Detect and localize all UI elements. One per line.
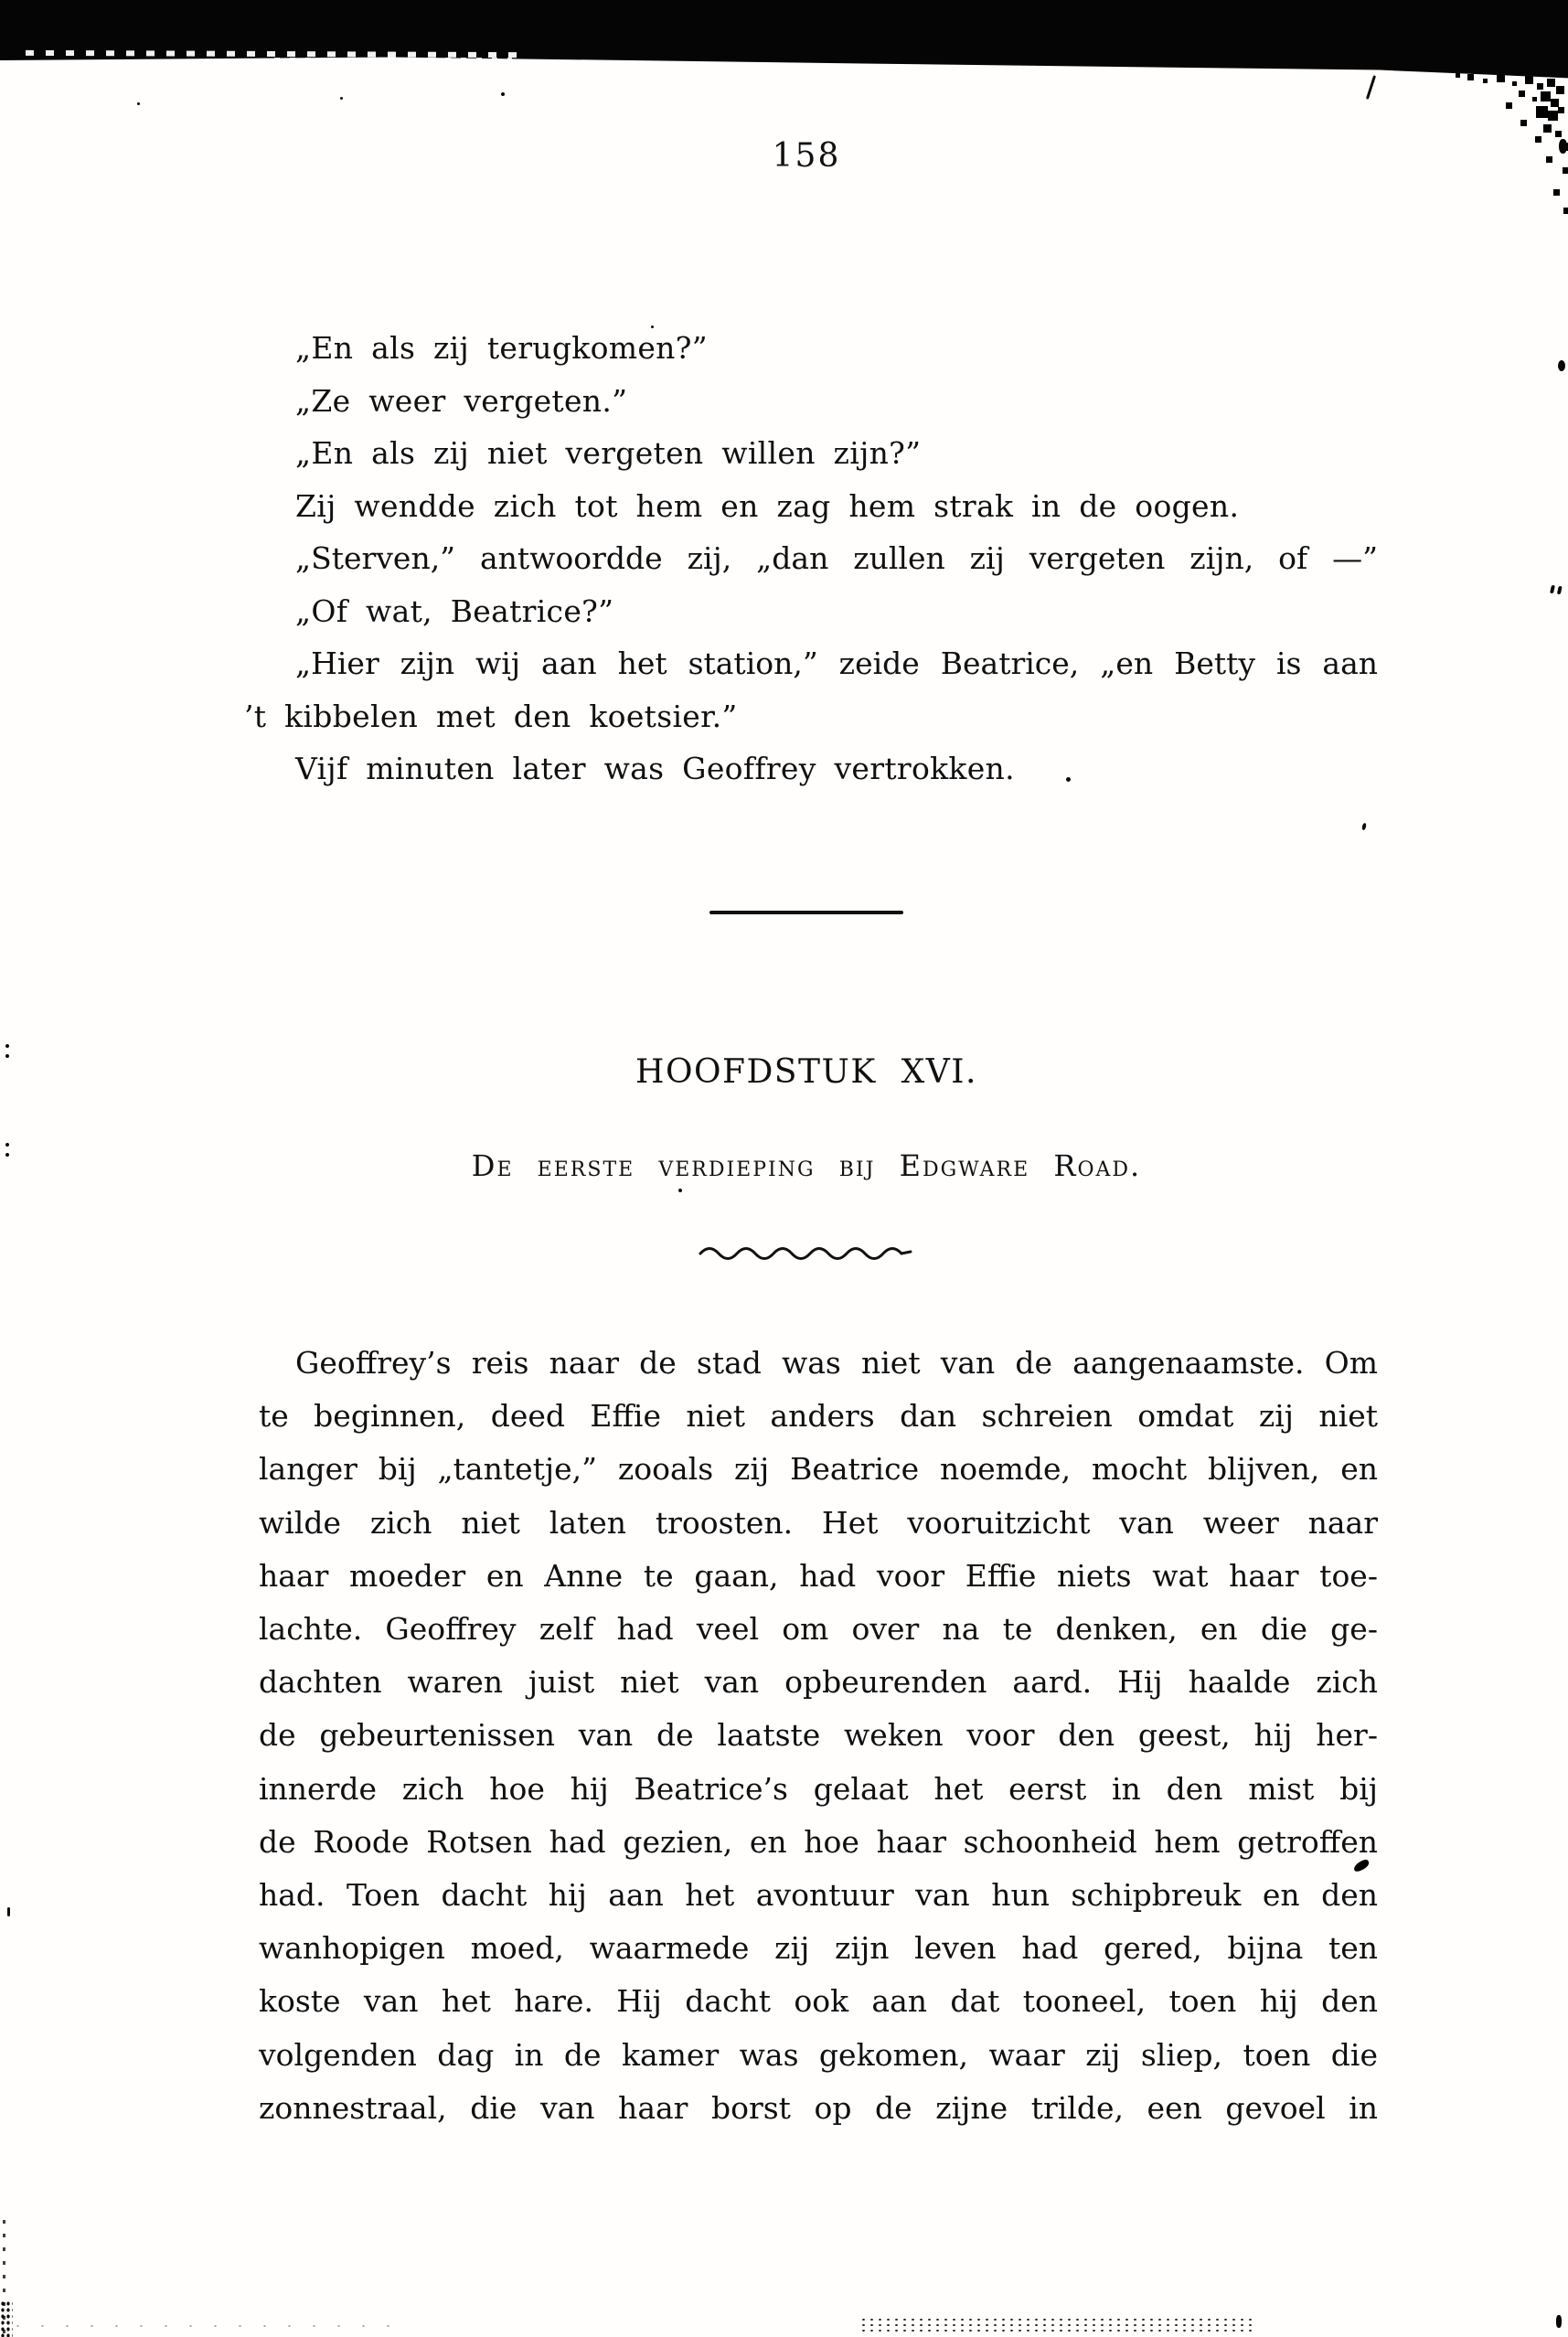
dialogue-line: „En als zij terugkomen?” — [295, 330, 708, 366]
scan-noise-dot — [501, 92, 505, 96]
chapter-heading: HOOFDSTUK XVI. — [635, 1053, 977, 1091]
scan-noise-bottom — [859, 2317, 1253, 2332]
body-line: Geoffrey’s reis naar de stad was niet van de aangenaamste. Om — [295, 1345, 1378, 1381]
scan-noise-mark — [5, 1143, 9, 1147]
scan-noise-blob — [1559, 139, 1567, 154]
dialogue-block — [244, 322, 1378, 795]
body-line: te beginnen, deed Effie niet anders dan schreien omdat zij niet — [259, 1398, 1378, 1435]
body-line: dachten waren juist niet van opbeurenden aard. Hij haalde zich — [259, 1664, 1378, 1701]
scan-noise-top-dashes — [274, 58, 512, 61]
dialogue-line: ’t kibbelen met den koetsier.” — [244, 698, 738, 734]
dialogue-line: „Hier zijn wij aan het station,” zeide Beatrice, „en Betty is aan — [295, 646, 1378, 681]
body-line: de gebeurtenissen van de laatste weken voor den geest, hij her- — [259, 1717, 1378, 1754]
body-line: lachte. Geoffrey zelf had veel om over na te denken, en die ge- — [259, 1611, 1378, 1648]
scan-noise-mark — [1556, 2315, 1562, 2328]
scan-noise-dot — [678, 1189, 682, 1192]
dialogue-line: „En als zij niet vergeten willen zijn?” — [295, 435, 922, 471]
scan-noise-bottom — [5, 2322, 408, 2332]
scan-noise-mark — [5, 1044, 9, 1048]
body-line: had. Toen dacht hij aan het avontuur van hun schipbreuk en den — [259, 1877, 1378, 1914]
wave-divider-ornament — [698, 1240, 913, 1262]
body-line: volgenden dag in de kamer was gekomen, waar zij sliep, toen die — [259, 2036, 1378, 2073]
scan-noise-dot — [340, 97, 343, 100]
scan-noise-corner — [0, 2300, 13, 2337]
body-block — [259, 1337, 1378, 2135]
body-line: zonnestraal, die van haar borst op de zijne trilde, een gevoel in — [259, 2089, 1378, 2126]
dialogue-line: Zij wendde zich tot hem en zag hem strak in de oogen. — [295, 487, 1240, 524]
body-line: innerde zich hoe hij Beatrice’s gelaat het eerst in den mist bij — [259, 1770, 1378, 1807]
body-line: haar moeder en Anne te gaan, had voor Effie niets wat haar toe- — [259, 1557, 1378, 1594]
scan-noise-speckles — [1456, 73, 1460, 78]
body-line: wanhopigen moed, waarmede zij zijn leven had gered, bijna ten — [259, 1930, 1378, 1967]
dialogue-line: „Ze weer vergeten.” — [295, 382, 628, 419]
page-number: 158 — [772, 137, 841, 175]
scan-noise-dot — [137, 102, 140, 105]
scan-noise-blob — [1558, 360, 1565, 371]
section-rule — [709, 911, 903, 914]
scan-noise-dot — [1361, 823, 1367, 831]
scan-noise-mark — [1550, 585, 1555, 593]
body-line: de Roode Rotsen had gezien, en hoe haar schoonheid hem getroffen — [259, 1823, 1378, 1860]
body-line: langer bij „tantetje,” zooals zij Beatrice noemde, mocht blijven, en — [259, 1451, 1378, 1488]
body-line: wilde zich niet laten troosten. Het vooruitzicht van weer naar — [259, 1504, 1378, 1541]
dialogue-line: Vijf minuten later was Geoffrey vertrokken. — [295, 751, 1015, 786]
dialogue-line: „Of wat, Beatrice?” — [295, 592, 614, 629]
scan-noise-stroke — [1366, 75, 1376, 100]
scan-noise-top-bar — [0, 0, 1568, 80]
body-line: koste van het hare. Hij dacht ook aan dat tooneel, toen hij den — [259, 1983, 1378, 2020]
chapter-subtitle: De eerste verdieping bij Edgware Road. — [471, 1148, 1142, 1183]
dialogue-line: „Sterven,” antwoordde zij, „dan zullen zij vergeten zijn, of —” — [295, 540, 1378, 576]
scan-noise-mark — [7, 1907, 10, 1916]
